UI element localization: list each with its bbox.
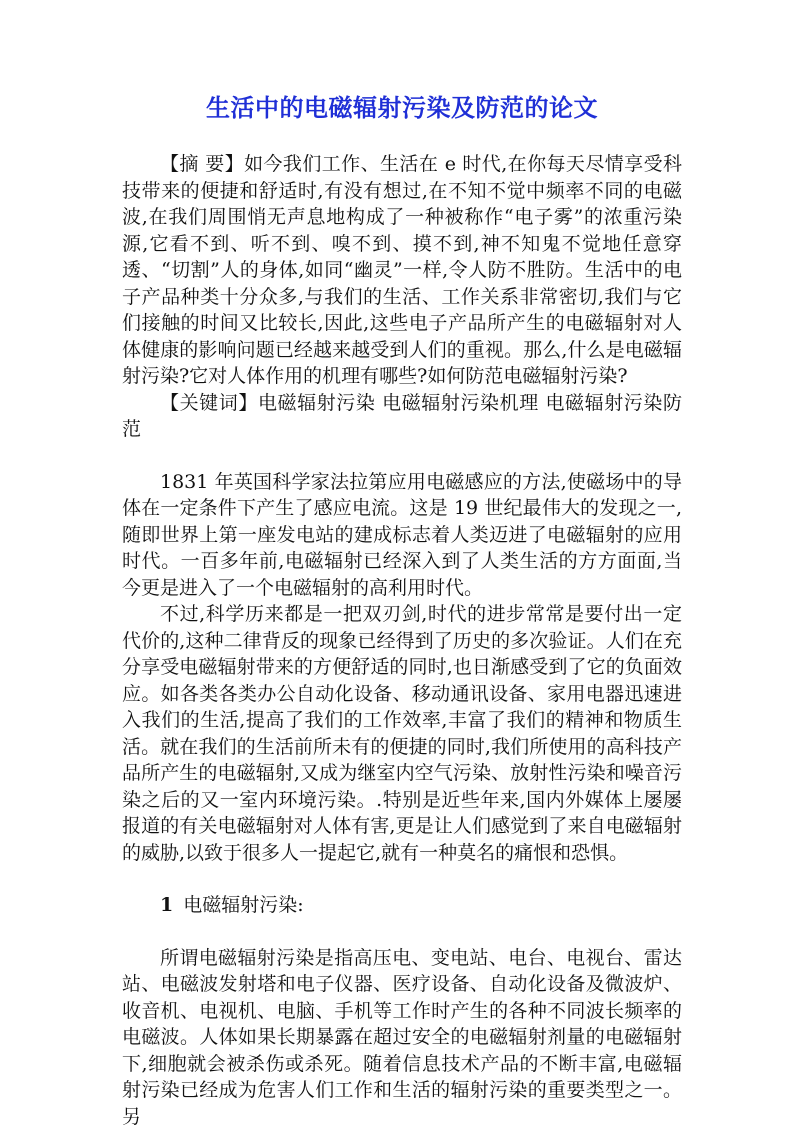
document-title: 生活中的电磁辐射污染及防范的论文 [206,93,598,122]
keywords-text: 电磁辐射污染 电磁辐射污染机理 电磁辐射污染防范 [122,391,682,441]
intro-paragraph-1: 1831 年英国科学家法拉第应用电磁感应的方法,使磁场中的导体在一定条件下产生了感应电流。这是 19 世纪最伟大的发现之一,随即世界上第一座发电站的建成标志着人类迈进了电磁辐射的应用时代。一百多年前,电磁辐射已经深入到了人类生活的方方面面,当今更是进入了一个电磁辐射的高利用时代。 [122,470,682,599]
keywords-paragraph [122,390,682,443]
spacer [122,866,682,892]
abstract-label: 【摘 要】 [160,153,245,176]
intro-paragraph-2: 不过,科学历来都是一把双刃剑,时代的进步常常是要付出一定代价的,这种二律背反的现象已经得到了历史的多次验证。人们在充分享受电磁辐射带来的方便舒适的同时,也日渐感受到了它的负面效应。如各类各类办公自动化设备、移动通讯设备、家用电器迅速进入我们的生活,提高了我们的工作效率,丰富了我们的精神和物质生活。就在我们的生活前所未有的便捷的同时,我们所使用的高科技产品所产生的电磁辐射,又成为继室内空气污染、放射性污染和噪音污染之后的又一室内环境污染。.特别是近些年来,国内外媒体上屡屡报道的有关电磁辐射对人体有害,更是让人们感觉到了来自电磁辐射的威胁,以致于很多人一提起它,就有一种莫名的痛恨和恐惧。 [122,603,682,864]
keywords-label: 【关键词】 [160,391,258,414]
spacer [122,919,682,945]
section-heading [122,892,682,919]
section-number: 1 [160,894,174,917]
section-paragraph: 所谓电磁辐射污染是指高压电、变电站、电台、电视台、雷达站、电磁波发射塔和电子仪器、医疗设备、自动化设备及微波炉、收音机、电视机、电脑、手机等工作时产生的各种不同波长频率的电磁波。人体如果长期暴露在超过安全的电磁辐射剂量的电磁辐射下,细胞就会被杀伤或杀死。随着信息技术产品的不断丰富,电磁辐射污染已经成为危害人们工作和生活的辐射污染的重要类型之一。另 [122,946,682,1128]
spacer [122,443,682,469]
section-heading-text: 电磁辐射污染: [183,894,304,917]
abstract-paragraph [122,151,682,390]
abstract-text: 如今我们工作、生活在 e 时代,在你每天尽情享受科技带来的便捷和舒适时,有没有想过,在不知不觉中频率不同的电磁波,在我们周围悄无声息地构成了一种被称作“电子雾”的浓重污染源,它看不到、听不到、嗅不到、摸不到,神不知鬼不觉地任意穿透、“切割”人的身体,如同“幽灵”一样,令人防不胜防。生活中的电子产品种类十分众多,与我们的生活、工作关系非常密切,我们与它们接触的时间又比较长,因此,这些电子产品所产生的电磁辐射对人体健康的影响问题已经越来越受到人们的重视。那么,什么是电磁辐射污染?它对人体作用的机理有哪些?如何防范电磁辐射污染? [122,153,682,388]
